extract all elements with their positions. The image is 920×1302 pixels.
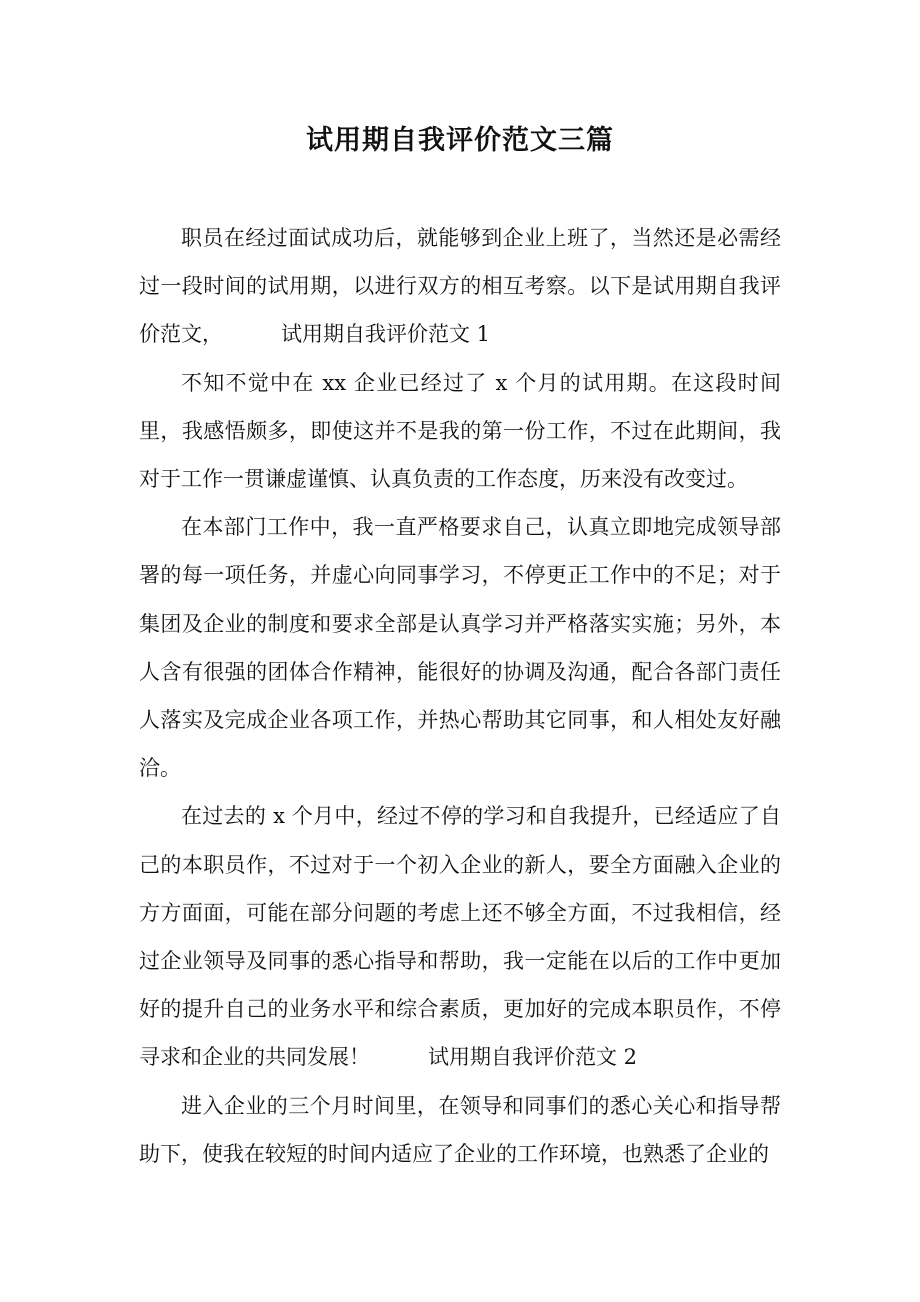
paragraph-intro	[139, 214, 781, 359]
paragraph-text: 职员在经过面试成功后，就能够到企业上班了，当然还是必需经过一段时间的试用期，以进行双方的相互考察。以下是试用期自我评价范文，	[139, 226, 781, 347]
paragraph-past-months	[139, 792, 781, 1081]
paragraph-text: 在过去的 x 个月中，经过不停的学习和自我提升，已经适应了自己的本职员作，不过对于一个初入企业的新人，要全方面融入企业的方方面面，可能在部分问题的考虑上还不够全方面，不过我相信，经过企业领导及同事的悉心指导和帮助，我一定能在以后的工作中更加好的提升自己的业务水平和综合素质，更加好的完成本职员作，不停寻求和企业的共同发展！	[139, 804, 781, 1070]
document-title: 试用期自我评价范文三篇	[306, 125, 614, 156]
paragraph-department-work	[139, 503, 781, 792]
paragraph-text: 在本部门工作中，我一直严格要求自己，认真立即地完成领导部署的每一项任务，并虚心向同事学习，不停更正工作中的不足；对于集团及企业的制度和要求全部是认真学习并严格落实实施；另外，本人含有很强的团体合作精神，能很好的协调及沟通，配合各部门责任人落实及完成企业各项工作，并热心帮助其它同事，和人相处友好融洽。	[139, 515, 781, 781]
subheading-sample-1: 试用期自我评价范文 1	[281, 322, 491, 347]
paragraph-text: 进入企业的三个月时间里，在领导和同事们的悉心关心和指导帮助下，使我在较短的时间内适应了企业的工作环境，也熟悉了企业的	[139, 1093, 781, 1166]
subheading-sample-2: 试用期自我评价范文 2	[428, 1045, 638, 1070]
document-body	[139, 214, 781, 1178]
paragraph-text: 不知不觉中在 xx 企业已经过了 x 个月的试用期。在这段时间里，我感悟颇多，即使这并不是我的第一份工作，不过在此期间，我对于工作一贯谦虚谨慎、认真负责的工作态度，历来没有改变过。	[139, 370, 781, 492]
paragraph-trial-period	[139, 359, 781, 504]
paragraph-three-months	[139, 1082, 781, 1178]
